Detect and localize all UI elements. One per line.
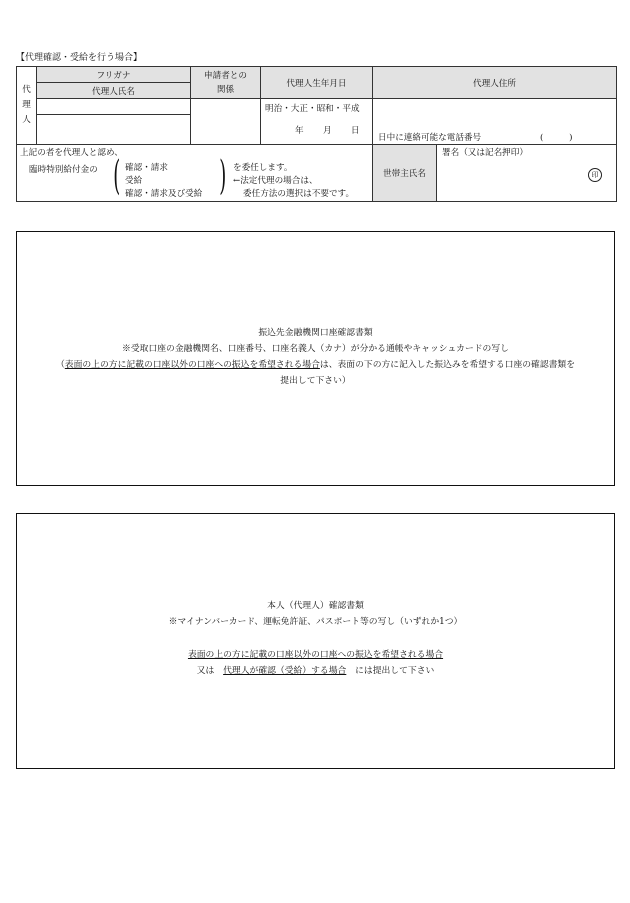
identity-underlined-condition-2: 代理人が確認（受給）する場合 xyxy=(223,666,347,676)
agent-label-1: 代 xyxy=(22,85,31,95)
daytime-phone-label: 日中に連絡可能な電話番号 xyxy=(378,133,482,143)
month-label: 月 xyxy=(323,126,332,136)
bank-paren-open: （ xyxy=(55,360,65,370)
agent-form-table xyxy=(16,66,617,202)
delegate-intro: 上記の者を代理人と認め、 xyxy=(20,148,123,158)
relationship-input[interactable] xyxy=(191,99,261,145)
seal-mark: 印 xyxy=(588,168,602,182)
option-confirm-request[interactable]: 確認・請求 xyxy=(125,163,168,173)
bank-instruction-rest: は、表面の下の方に記入した振込みを希望する口座の確認書類を xyxy=(319,360,576,370)
legal-note-line1: ←法定代理の場合は、 xyxy=(233,176,318,186)
benefit-label: 臨時特別給付金の xyxy=(29,165,98,175)
agent-label-3: 人 xyxy=(22,115,31,125)
furigana-input[interactable] xyxy=(37,99,191,115)
bank-document-note: ※受取口座の金融機関名、口座番号、口座名義人（カナ）が分かる通帳やキャッシュカードの写し xyxy=(122,344,509,354)
option-receive[interactable]: 受給 xyxy=(125,176,143,186)
day-label: 日 xyxy=(351,126,360,136)
bank-document-title: 振込先金融機関口座確認書類 xyxy=(258,328,373,338)
agent-label-cell xyxy=(17,67,37,145)
identity-document-box xyxy=(16,513,615,769)
legal-note-line2: 委任方法の選択は不要です。 xyxy=(243,189,355,199)
relationship-header xyxy=(191,67,261,99)
year-label: 年 xyxy=(295,126,304,136)
bank-instruction-end: 提出して下さい） xyxy=(280,376,351,386)
birthdate-header: 代理人生年月日 xyxy=(261,67,373,99)
agent-name-header: 代理人氏名 xyxy=(37,83,191,99)
relationship-header-line2: 関係 xyxy=(216,84,235,95)
relationship-header-line1: 申請者との xyxy=(204,70,247,81)
bank-document-box xyxy=(16,231,615,486)
agent-label-2: 理 xyxy=(22,100,31,110)
phone-parens: ( ) xyxy=(540,133,573,143)
option-confirm-request-receive[interactable]: 確認・請求及び受給 xyxy=(125,189,203,199)
bank-document-instruction xyxy=(17,358,614,373)
era-options: 明治・大正・昭和・平成 xyxy=(265,104,360,114)
identity-document-title: 本人（代理人）確認書類 xyxy=(267,601,364,611)
address-header: 代理人住所 xyxy=(373,67,617,99)
household-head-header: 世帯主氏名 xyxy=(373,145,437,202)
household-head-signature[interactable] xyxy=(437,145,617,202)
identity-suffix: には提出して下さい xyxy=(355,666,435,676)
identity-instruction xyxy=(17,664,614,679)
agent-name-input[interactable] xyxy=(37,115,191,145)
left-bracket: ( xyxy=(113,153,121,199)
address-input[interactable] xyxy=(373,99,617,145)
delegate-text: を委任します。 xyxy=(233,163,293,173)
signature-label: 署名（又は記名押印） xyxy=(442,148,528,158)
right-bracket: ) xyxy=(219,153,227,199)
delegation-cell xyxy=(17,145,373,202)
identity-underlined-condition-1: 表面の上の方に記載の口座以外の口座への振込を希望される場合 xyxy=(187,650,444,660)
identity-document-note: ※マイナンバーカード、運転免許証、パスポート等の写し（いずれか1つ） xyxy=(168,617,463,627)
birthdate-input[interactable] xyxy=(261,99,373,145)
bank-underlined-condition: 表面の上の方に記載の口座以外の口座への振込を希望される場合 xyxy=(64,360,320,370)
identity-or-prefix: 又は xyxy=(196,666,215,676)
section-title: 【代理確認・受給を行う場合】 xyxy=(16,53,143,63)
furigana-header: フリガナ xyxy=(37,67,191,83)
